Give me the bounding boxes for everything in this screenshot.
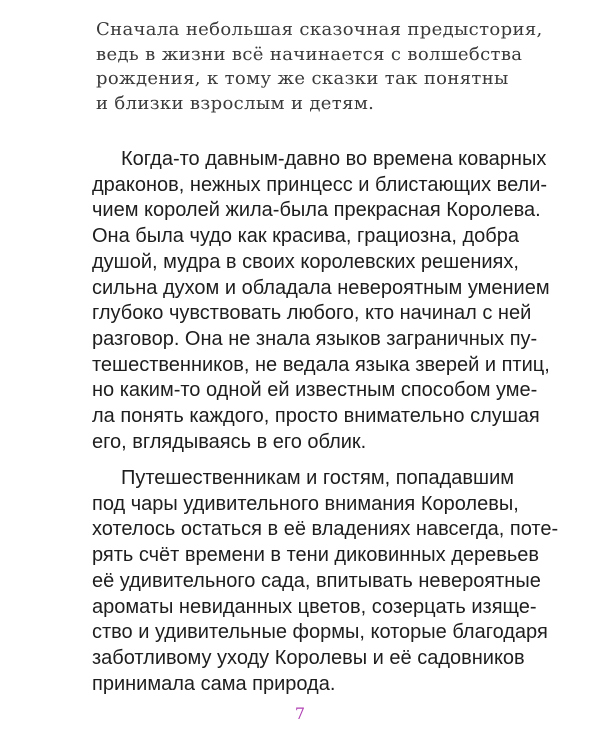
paragraph-line: но каким-то одной ей известным способом уме-	[92, 379, 538, 402]
paragraph-line: душой, мудра в своих королевских решениях,	[92, 250, 519, 273]
paragraph-line: её удивительного сада, впитывать невероятные	[92, 569, 541, 592]
intro-line: и близки взрослым и детям.	[96, 93, 375, 115]
paragraph-line: под чары удивительного внимания Королевы,	[92, 492, 519, 515]
paragraph-line: Когда-то давным-давно во времена коварных	[121, 148, 547, 170]
story-paragraph-1	[92, 147, 550, 455]
page-number: 7	[294, 704, 306, 723]
intro-line: Сначала небольшая сказочная предыстория,	[96, 19, 543, 40]
story-paragraph-2	[92, 466, 559, 697]
paragraph-line: принимала сама природа.	[92, 672, 336, 695]
intro-line: ведь в жизни всё начинается с волшебства	[96, 43, 523, 65]
paragraph-line: ла понять каждого, просто внимательно слушая	[92, 405, 540, 428]
paragraph-line: рять счёт времени в тени диковинных деревьев	[92, 544, 540, 567]
paragraph-line: драконов, нежных принцесс и блистающих вели-	[92, 173, 548, 196]
paragraph-line: его, вглядываясь в его облик.	[92, 430, 367, 453]
intro-line: рождения, к тому же сказки так понятны	[96, 68, 509, 90]
paragraph-line: Путешественникам и гостям, попадавшим	[121, 467, 515, 489]
paragraph-line: тешественников, не ведала языка зверей и птиц,	[92, 353, 550, 376]
intro-paragraph	[96, 18, 543, 117]
paragraph-line: хотелось остаться в её владениях навсегда, поте-	[92, 518, 559, 541]
paragraph-line: заботливому уходу Королевы и её садовников	[92, 646, 525, 669]
paragraph-line: чием королей жила-была прекрасная Королева.	[92, 199, 541, 222]
paragraph-line: глубоко чувствовать любого, кто начинал с ней	[92, 302, 532, 325]
paragraph-line: ароматы невиданных цветов, созерцать изяще-	[92, 595, 537, 618]
paragraph-line: разговор. Она не знала языков заграничных пу-	[92, 327, 538, 350]
paragraph-line: Она была чудо как красива, грациозна, добра	[92, 225, 520, 248]
paragraph-line: сильна духом и обладала невероятным умением	[92, 276, 550, 299]
paragraph-line: ство и удивительные формы, которые благодаря	[92, 621, 548, 644]
